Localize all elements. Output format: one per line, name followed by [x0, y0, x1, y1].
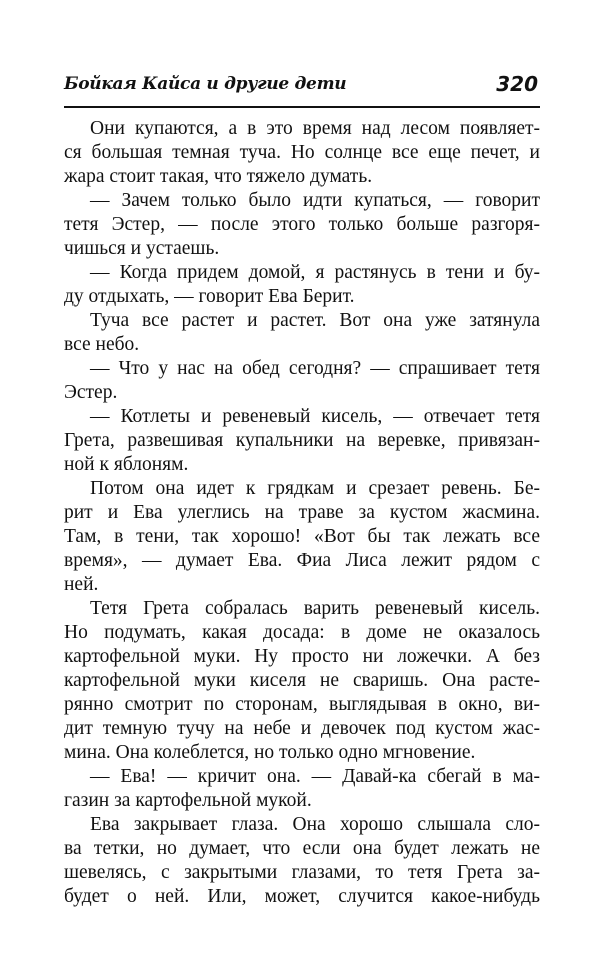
text-line: — Ева! — кричит она. — Давай-ка сбегай в ма- [90, 766, 540, 787]
text-line: Там, в тени, так хорошо! «Вот бы так лежать все [64, 526, 540, 547]
paragraph [64, 309, 540, 357]
text-line: шевелясь, с закрытыми глазами, то тетя Грета за- [64, 862, 540, 883]
page-number: 320 [496, 72, 538, 96]
text-line: — Зачем только было идти купаться, — говорит [90, 190, 540, 211]
text-line: жара стоит такая, что тяжело думать. [64, 166, 373, 187]
text-line: картофельной муки. Ну просто ни ложечки. А без [64, 646, 540, 667]
text-line: ной к яблоням. [64, 454, 189, 475]
text-line: Грета, развешивая купальники на веревке, привязан- [64, 430, 540, 451]
text-line: Тетя Грета собралась варить ревеневый кисель. [90, 598, 540, 619]
page-body-text [64, 117, 540, 909]
running-header [64, 72, 540, 108]
text-line: — Когда придем домой, я растянусь в тени и бу- [90, 262, 540, 283]
paragraph [64, 261, 540, 309]
paragraph [64, 813, 540, 909]
paragraph [64, 405, 540, 477]
text-line: Ева закрывает глаза. Она хорошо слышала сло- [90, 814, 540, 835]
text-line: будет о ней. Или, может, случится какое-нибудь [64, 886, 540, 907]
text-line: Они купаются, а в это время над лесом появляет- [90, 118, 540, 139]
text-line: рянно смотрит по сторонам, выглядывая в окно, ви- [64, 694, 540, 715]
text-line: — Котлеты и ревеневый кисель, — отвечает тетя [90, 406, 540, 427]
paragraph [64, 189, 540, 261]
text-line: чишься и устаешь. [64, 238, 220, 259]
paragraph [64, 765, 540, 813]
paragraph [64, 117, 540, 189]
text-line: время», — думает Ева. Фиа Лиса лежит рядом с [64, 550, 540, 571]
text-line: — Что у нас на обед сегодня? — спрашивает тетя [90, 358, 540, 379]
text-line: ся большая темная туча. Но солнце все еще печет, и [64, 142, 540, 163]
paragraph [64, 477, 540, 597]
text-line: рит и Ева улеглись на траве за кустом жасмина. [64, 502, 540, 523]
text-line: ду отдыхать, — говорит Ева Берит. [64, 286, 355, 307]
text-line: мина. Она колеблется, но только одно мгновение. [64, 742, 476, 763]
book-title: Бойкая Кайса и другие дети [64, 74, 347, 94]
text-line: тетя Эстер, — после этого только больше разгоря- [64, 214, 540, 235]
text-line: ней. [64, 574, 99, 595]
paragraph [64, 597, 540, 765]
text-line: Потом она идет к грядкам и срезает ревень. Бе- [90, 478, 540, 499]
text-line: картофельной муки киселя не сваришь. Она расте- [64, 670, 540, 691]
text-line: Туча все растет и растет. Вот она уже затянула [90, 310, 540, 331]
text-line: ва тетки, но думает, что если она будет лежать не [64, 838, 540, 859]
text-line: дит темную тучу на небе и девочек под кустом жас- [64, 718, 540, 739]
text-line: Эстер. [64, 382, 118, 403]
paragraph [64, 357, 540, 405]
text-line: Но подумать, какая досада: в доме не оказалось [64, 622, 540, 643]
text-line: все небо. [64, 334, 140, 355]
text-line: газин за картофельной мукой. [64, 790, 312, 811]
